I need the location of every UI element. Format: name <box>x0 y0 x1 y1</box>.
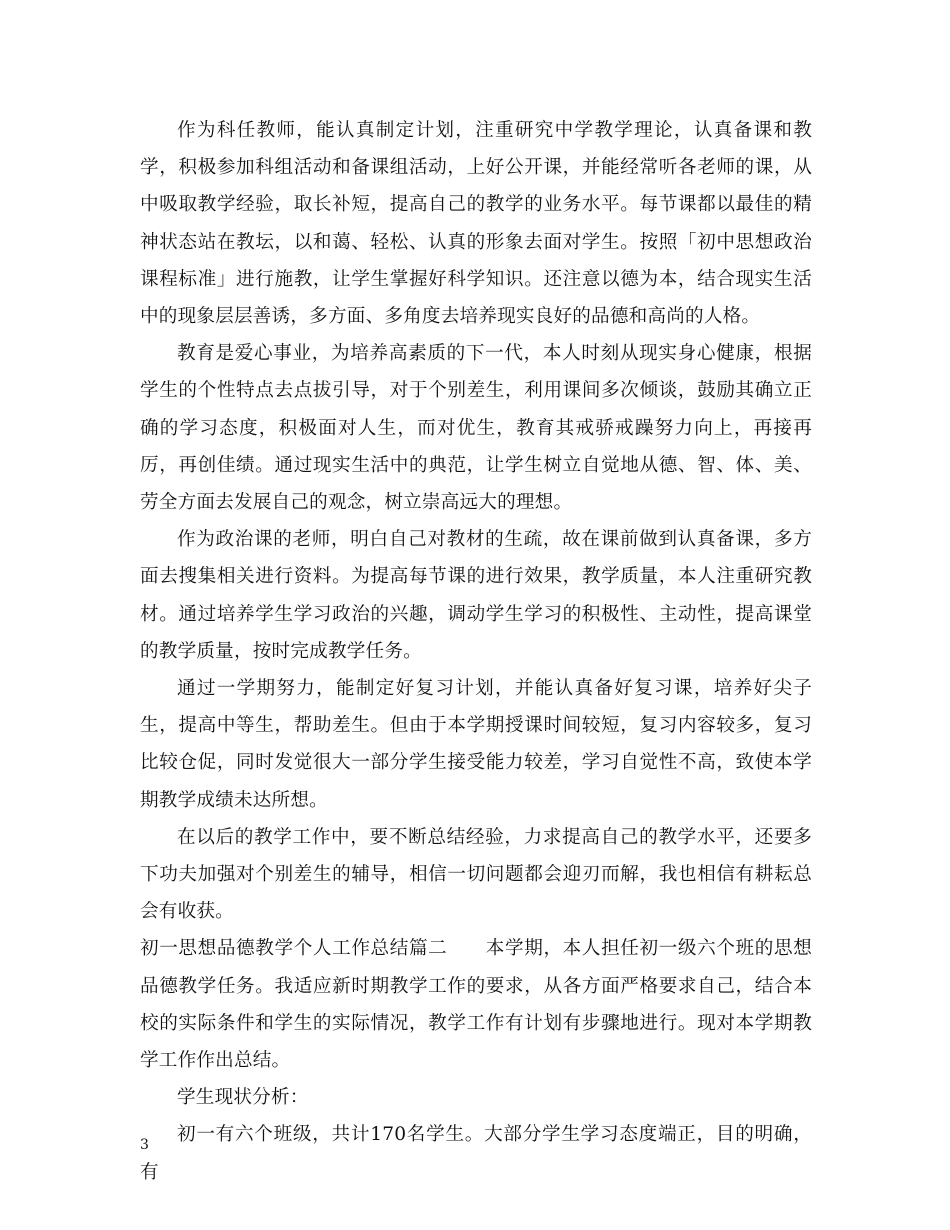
paragraph-future-work: 在以后的教学工作中，要不断总结经验，力求提高自己的教学水平，还要多下功夫加强对个别差生的辅导，相信一切问题都会迎刃而解，我也相信有耕耘总会有收获。 <box>140 826 812 923</box>
paragraph-student-analysis-heading: 学生现状分析： <box>177 1087 309 1109</box>
paragraph-semester-effort: 通过一学期努力，能制定好复习计划，并能认真备好复习课，培养好尖子生，提高中等生，帮助差生。但由于本学期授课时间较短，复习内容较多，复习比较仓促，同时发觉很大一部分学生接受能力较差，学习自觉性不高，致使本学期教学成绩未达所想。 <box>140 678 812 811</box>
document-body <box>140 112 812 1191</box>
paragraph-teaching-plan: 作为科任教师，能认真制定计划，注重研究中学教学理论，认真备课和教学，积极参加科组活动和备课组活动，上好公开课，并能经常听各老师的课，从中吸取教学经验，取长补短，提高自己的教学的业务水平。每节课都以最佳的精神状态站在教坛，以和蔼、轻松、认真的形象去面对学生。按照「初中思想政治课程标准」进行施教，让学生掌握好科学知识。还注意以德为本，结合现实生活中的现象层层善诱，多方面、多角度去培养现实良好的品德和高尚的人格。 <box>140 120 812 328</box>
paragraph-politics-teacher: 作为政治课的老师，明白自己对教材的生疏，故在课前做到认真备课，多方面去搜集相关进行资料。为提高每节课的进行效果，教学质量，本人注重研究教材。通过培养学生学习政治的兴趣，调动学生学习的积极性、主动性，提高课堂的教学质量，按时完成教学任务。 <box>140 529 812 662</box>
paragraph-part-two-heading: 初一思想品德教学个人工作总结篇二 本学期，本人担任初一级六个班的思想品德教学任务。我适应新时期教学工作的要求，从各方面严格要求自己，结合本校的实际条件和学生的实际情况，教学工作有计划有步骤地进行。现对本学期教学工作作出总结。 <box>140 938 812 1072</box>
page-number: 3 <box>140 1137 149 1153</box>
paragraph-caring-education: 教育是爱心事业，为培养高素质的下一代，本人时刻从现实身心健康，根据学生的个性特点去点拔引导，对于个别差生，利用课间多次倾谈，鼓励其确立正确的学习态度，积极面对人生，而对优生，教育其戒骄戒躁努力向上，再接再厉，再创佳绩。通过现实生活中的典范，让学生树立自觉地从德、智、体、美、劳全方面去发展自己的观念，树立崇高远大的理想。 <box>140 343 812 514</box>
paragraph-class-overview: 初一有六个班级，共计170名学生。大部分学生学习态度端正，目的明确，有 <box>140 1124 812 1183</box>
